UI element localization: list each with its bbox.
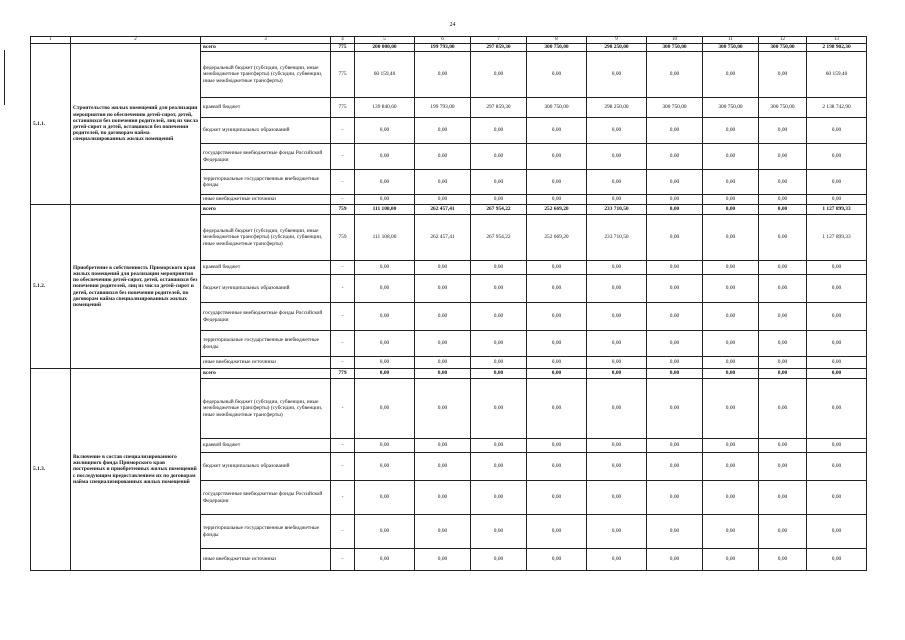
section-name: Приобретение в собственность Приморского края жилых помещений для реализации мероприятия по обеспечению детей-сирот, детей, оставшихся без попечения родителей, лиц из числа детей-сирот и детей, оставшихся без попечения родителей, по договорам найма специализированных жилых помещений — [71, 205, 201, 369]
year-amount: 0,00 — [587, 118, 647, 144]
funding-source: государственные внебюджетные фонды Российской Федерации — [201, 481, 331, 515]
year-amount: 0,00 — [355, 144, 415, 170]
year-amount: 0,00 — [527, 439, 587, 453]
column-number: 10 — [647, 37, 703, 44]
year-amount: 0,00 — [471, 303, 527, 331]
grbs-code: - — [331, 144, 355, 170]
column-number: 1 — [31, 37, 71, 44]
funding-source: краевой бюджет — [201, 261, 331, 275]
year-amount: 0,00 — [587, 195, 647, 205]
year-amount: 0,00 — [759, 52, 807, 98]
year-amount: 0,00 — [415, 261, 471, 275]
year-amount: 0,00 — [759, 549, 807, 571]
grbs-code: 775 — [331, 52, 355, 98]
table-body — [31, 37, 867, 571]
year-amount: 300 750,00 — [703, 98, 759, 118]
table-row — [31, 44, 867, 52]
year-amount: 0,00 — [759, 481, 807, 515]
year-amount: 0,00 — [471, 549, 527, 571]
total-amount: 0,00 — [807, 261, 867, 275]
year-amount: 0,00 — [527, 549, 587, 571]
total-amount: 1 127 899,33 — [807, 215, 867, 261]
funding-source: бюджет муниципальных образований — [201, 118, 331, 144]
year-amount: 0,00 — [471, 439, 527, 453]
year-amount: 0,00 — [759, 515, 807, 549]
year-amount: 300 750,00 — [527, 98, 587, 118]
year-amount: 0,00 — [703, 453, 759, 481]
year-amount: 0,00 — [355, 118, 415, 144]
year-amount: 0,00 — [527, 195, 587, 205]
year-amount: 0,00 — [587, 331, 647, 357]
total-amount: 0,00 — [807, 453, 867, 481]
year-amount: 0,00 — [587, 357, 647, 369]
year-amount: 0,00 — [471, 144, 527, 170]
year-amount: 0,00 — [703, 215, 759, 261]
year-amount: 0,00 — [759, 195, 807, 205]
column-number: 6 — [415, 37, 471, 44]
year-amount: 0,00 — [703, 144, 759, 170]
year-amount: 233 710,50 — [587, 205, 647, 215]
total-amount: 1 127 899,33 — [807, 205, 867, 215]
grbs-code: - — [331, 195, 355, 205]
year-amount: 0,00 — [587, 549, 647, 571]
total-amount: 0,00 — [807, 195, 867, 205]
year-amount: 0,00 — [703, 481, 759, 515]
year-amount: 0,00 — [587, 379, 647, 439]
year-amount: 0,00 — [415, 52, 471, 98]
year-amount: 0,00 — [355, 170, 415, 195]
year-amount: 0,00 — [355, 481, 415, 515]
funding-source: краевой бюджет — [201, 439, 331, 453]
year-amount: 0,00 — [527, 275, 587, 303]
year-amount: 0,00 — [703, 118, 759, 144]
total-amount: 0,00 — [807, 331, 867, 357]
year-amount: 0,00 — [703, 275, 759, 303]
year-amount: 297 859,30 — [471, 98, 527, 118]
grbs-code: - — [331, 379, 355, 439]
funding-source: территориальные государственные внебюджетные фонды — [201, 331, 331, 357]
year-amount: 0,00 — [587, 261, 647, 275]
year-amount: 199 793,00 — [415, 44, 471, 52]
year-amount: 0,00 — [647, 481, 703, 515]
funding-source: всего — [201, 44, 331, 52]
margin-mark — [4, 50, 5, 105]
column-number: 4 — [331, 37, 355, 44]
year-amount: 233 710,50 — [587, 215, 647, 261]
year-amount: 0,00 — [415, 118, 471, 144]
year-amount: 0,00 — [415, 379, 471, 439]
year-amount: 0,00 — [703, 439, 759, 453]
total-amount: 0,00 — [807, 303, 867, 331]
year-amount: 0,00 — [587, 453, 647, 481]
year-amount: 0,00 — [527, 303, 587, 331]
year-amount: 0,00 — [587, 481, 647, 515]
year-amount: 111 108,00 — [355, 205, 415, 215]
year-amount: 0,00 — [471, 261, 527, 275]
year-amount: 0,00 — [647, 331, 703, 357]
year-amount: 0,00 — [527, 261, 587, 275]
column-number: 5 — [355, 37, 415, 44]
year-amount: 0,00 — [703, 195, 759, 205]
funding-source: бюджет муниципальных образований — [201, 453, 331, 481]
total-amount: 0,00 — [807, 549, 867, 571]
year-amount: 0,00 — [355, 453, 415, 481]
grbs-code: - — [331, 481, 355, 515]
year-amount: 0,00 — [587, 369, 647, 379]
year-amount: 0,00 — [471, 379, 527, 439]
grbs-code: 759 — [331, 205, 355, 215]
year-amount: 0,00 — [759, 261, 807, 275]
year-amount: 0,00 — [527, 357, 587, 369]
year-amount: 0,00 — [415, 195, 471, 205]
year-amount: 0,00 — [703, 549, 759, 571]
year-amount: 300 750,00 — [759, 98, 807, 118]
year-amount: 0,00 — [415, 331, 471, 357]
year-amount: 0,00 — [355, 261, 415, 275]
section-code: 5.1.3. — [31, 369, 71, 571]
year-amount: 0,00 — [471, 331, 527, 357]
year-amount: 0,00 — [759, 205, 807, 215]
year-amount: 0,00 — [759, 379, 807, 439]
year-amount: 200 000,00 — [355, 44, 415, 52]
year-amount: 0,00 — [759, 453, 807, 481]
year-amount: 0,00 — [527, 118, 587, 144]
year-amount: 0,00 — [415, 439, 471, 453]
section-name: Строительство жилых помещений для реализации мероприятия по обеспечению детей-сирот, детей, оставшихся без попечения родителей, лиц из числа детей-сирот и детей, оставшихся без попечения родителей, по договорам найма специализированных жилых помещений — [71, 44, 201, 205]
budget-table — [30, 36, 867, 571]
year-amount: 0,00 — [647, 549, 703, 571]
year-amount: 0,00 — [703, 515, 759, 549]
year-amount: 0,00 — [355, 275, 415, 303]
year-amount: 0,00 — [355, 439, 415, 453]
year-amount: 0,00 — [471, 195, 527, 205]
page-number: 24 — [449, 22, 456, 28]
year-amount: 0,00 — [355, 303, 415, 331]
grbs-code: - — [331, 118, 355, 144]
year-amount: 0,00 — [703, 205, 759, 215]
year-amount: 0,00 — [355, 331, 415, 357]
grbs-code: 775 — [331, 44, 355, 52]
funding-source: всего — [201, 205, 331, 215]
year-amount: 0,00 — [647, 369, 703, 379]
year-amount: 0,00 — [759, 331, 807, 357]
year-amount: 0,00 — [759, 303, 807, 331]
year-amount: 0,00 — [471, 515, 527, 549]
year-amount: 0,00 — [703, 261, 759, 275]
year-amount: 199 793,00 — [415, 98, 471, 118]
column-number: 8 — [527, 37, 587, 44]
year-amount: 298 250,00 — [587, 44, 647, 52]
total-amount: 0,00 — [807, 275, 867, 303]
table-row — [31, 205, 867, 215]
year-amount: 0,00 — [355, 515, 415, 549]
year-amount: 300 750,00 — [759, 44, 807, 52]
total-amount: 60 159,40 — [807, 52, 867, 98]
funding-source: иные внебюджетные источники — [201, 549, 331, 571]
year-amount: 0,00 — [647, 170, 703, 195]
year-amount: 0,00 — [527, 170, 587, 195]
year-amount: 0,00 — [527, 52, 587, 98]
total-amount: 2 138 742,90 — [807, 98, 867, 118]
year-amount: 0,00 — [415, 303, 471, 331]
funding-source: иные внебюджетные источники — [201, 195, 331, 205]
year-amount: 0,00 — [587, 439, 647, 453]
year-amount: 0,00 — [415, 369, 471, 379]
funding-source: государственные внебюджетные фонды Российской Федерации — [201, 144, 331, 170]
grbs-code: - — [331, 515, 355, 549]
year-amount: 0,00 — [355, 379, 415, 439]
year-amount: 0,00 — [415, 357, 471, 369]
year-amount: 0,00 — [647, 261, 703, 275]
year-amount: 0,00 — [703, 303, 759, 331]
year-amount: 267 954,22 — [471, 215, 527, 261]
grbs-code: 779 — [331, 369, 355, 379]
year-amount: 0,00 — [415, 144, 471, 170]
grbs-code: - — [331, 357, 355, 369]
year-amount: 300 750,00 — [703, 44, 759, 52]
year-amount: 300 750,00 — [647, 98, 703, 118]
funding-source: федеральный бюджет (субсидии, субвенции, иные межбюджетные трансферты) (субсидии, субвенции, иные межбюджетные трансферты) — [201, 215, 331, 261]
funding-source: государственные внебюджетные фонды Российской Федерации — [201, 303, 331, 331]
year-amount: 0,00 — [587, 170, 647, 195]
year-amount: 0,00 — [527, 144, 587, 170]
year-amount: 0,00 — [471, 275, 527, 303]
year-amount: 0,00 — [471, 170, 527, 195]
year-amount: 0,00 — [703, 357, 759, 369]
year-amount: 0,00 — [471, 118, 527, 144]
column-number: 13 — [807, 37, 867, 44]
total-amount: 0,00 — [807, 515, 867, 549]
year-amount: 0,00 — [759, 215, 807, 261]
year-amount: 0,00 — [415, 453, 471, 481]
year-amount: 300 750,00 — [647, 44, 703, 52]
year-amount: 252 669,20 — [527, 215, 587, 261]
year-amount: 0,00 — [355, 369, 415, 379]
year-amount: 0,00 — [527, 481, 587, 515]
year-amount: 0,00 — [355, 549, 415, 571]
year-amount: 0,00 — [647, 275, 703, 303]
column-number-row — [31, 37, 867, 44]
total-amount: 0,00 — [807, 439, 867, 453]
column-number: 11 — [703, 37, 759, 44]
year-amount: 0,00 — [587, 52, 647, 98]
total-amount: 0,00 — [807, 118, 867, 144]
year-amount: 0,00 — [759, 170, 807, 195]
grbs-code: - — [331, 261, 355, 275]
total-amount: 2 198 902,30 — [807, 44, 867, 52]
year-amount: 0,00 — [355, 195, 415, 205]
grbs-code: - — [331, 439, 355, 453]
column-number: 9 — [587, 37, 647, 44]
grbs-code: 759 — [331, 215, 355, 261]
year-amount: 252 669,20 — [527, 205, 587, 215]
funding-source: бюджет муниципальных образований — [201, 275, 331, 303]
total-amount: 0,00 — [807, 170, 867, 195]
grbs-code: - — [331, 303, 355, 331]
year-amount: 111 108,00 — [355, 215, 415, 261]
year-amount: 0,00 — [647, 205, 703, 215]
grbs-code: - — [331, 275, 355, 303]
funding-source: территориальные государственные внебюджетные фонды — [201, 515, 331, 549]
funding-source: иные внебюджетные источники — [201, 357, 331, 369]
year-amount: 0,00 — [527, 453, 587, 481]
column-number: 3 — [201, 37, 331, 44]
table-row — [31, 369, 867, 379]
year-amount: 0,00 — [415, 275, 471, 303]
section-code: 5.1.1. — [31, 44, 71, 205]
year-amount: 0,00 — [415, 170, 471, 195]
year-amount: 0,00 — [647, 453, 703, 481]
year-amount: 0,00 — [415, 515, 471, 549]
year-amount: 267 954,22 — [471, 205, 527, 215]
year-amount: 0,00 — [471, 52, 527, 98]
total-amount: 0,00 — [807, 357, 867, 369]
year-amount: 0,00 — [527, 379, 587, 439]
funding-source: всего — [201, 369, 331, 379]
funding-source: федеральный бюджет (субсидии, субвенции, иные межбюджетные трансферты) (субсидии, субвенции, иные межбюджетные трансферты) — [201, 52, 331, 98]
funding-source: федеральный бюджет (субсидии, субвенции, иные межбюджетные трансферты) (субсидии, субвенции, иные межбюджетные трансферты) — [201, 379, 331, 439]
year-amount: 262 457,41 — [415, 205, 471, 215]
year-amount: 0,00 — [471, 481, 527, 515]
year-amount: 262 457,41 — [415, 215, 471, 261]
year-amount: 0,00 — [647, 52, 703, 98]
year-amount: 0,00 — [647, 379, 703, 439]
year-amount: 0,00 — [703, 52, 759, 98]
year-amount: 0,00 — [703, 170, 759, 195]
year-amount: 0,00 — [647, 357, 703, 369]
year-amount: 297 859,30 — [471, 44, 527, 52]
grbs-code: - — [331, 170, 355, 195]
year-amount: 0,00 — [647, 215, 703, 261]
year-amount: 0,00 — [703, 331, 759, 357]
section-code: 5.1.2. — [31, 205, 71, 369]
year-amount: 0,00 — [415, 481, 471, 515]
year-amount: 0,00 — [587, 144, 647, 170]
year-amount: 0,00 — [759, 357, 807, 369]
year-amount: 0,00 — [703, 379, 759, 439]
column-number: 7 — [471, 37, 527, 44]
grbs-code: - — [331, 453, 355, 481]
year-amount: 0,00 — [647, 144, 703, 170]
year-amount: 0,00 — [759, 369, 807, 379]
funding-source: краевой бюджет — [201, 98, 331, 118]
year-amount: 0,00 — [647, 303, 703, 331]
total-amount: 0,00 — [807, 144, 867, 170]
total-amount: 0,00 — [807, 481, 867, 515]
year-amount: 0,00 — [587, 515, 647, 549]
year-amount: 0,00 — [759, 118, 807, 144]
grbs-code: - — [331, 331, 355, 357]
year-amount: 0,00 — [527, 331, 587, 357]
funding-source: территориальные государственные внебюджетные фонды — [201, 170, 331, 195]
year-amount: 300 750,00 — [527, 44, 587, 52]
grbs-code: - — [331, 549, 355, 571]
year-amount: 0,00 — [759, 439, 807, 453]
year-amount: 0,00 — [647, 118, 703, 144]
grbs-code: 775 — [331, 98, 355, 118]
year-amount: 0,00 — [471, 357, 527, 369]
column-number: 12 — [759, 37, 807, 44]
year-amount: 0,00 — [471, 453, 527, 481]
year-amount: 0,00 — [759, 144, 807, 170]
column-number: 2 — [71, 37, 201, 44]
year-amount: 0,00 — [471, 369, 527, 379]
year-amount: 0,00 — [527, 369, 587, 379]
year-amount: 298 250,00 — [587, 98, 647, 118]
year-amount: 0,00 — [703, 369, 759, 379]
section-name: Включение в состав специализированного жилищного фонда Приморского края построенных и приобретенных жилых помещений с последующим предоставлением их по договорам найма специализированных жилых помещений — [71, 369, 201, 571]
year-amount: 0,00 — [647, 195, 703, 205]
year-amount: 0,00 — [527, 515, 587, 549]
total-amount: 0,00 — [807, 379, 867, 439]
year-amount: 0,00 — [587, 275, 647, 303]
year-amount: 0,00 — [647, 515, 703, 549]
year-amount: 0,00 — [355, 357, 415, 369]
year-amount: 139 840,60 — [355, 98, 415, 118]
year-amount: 0,00 — [647, 439, 703, 453]
year-amount: 0,00 — [415, 549, 471, 571]
year-amount: 0,00 — [587, 303, 647, 331]
total-amount: 0,00 — [807, 369, 867, 379]
year-amount: 60 159,40 — [355, 52, 415, 98]
year-amount: 0,00 — [759, 275, 807, 303]
